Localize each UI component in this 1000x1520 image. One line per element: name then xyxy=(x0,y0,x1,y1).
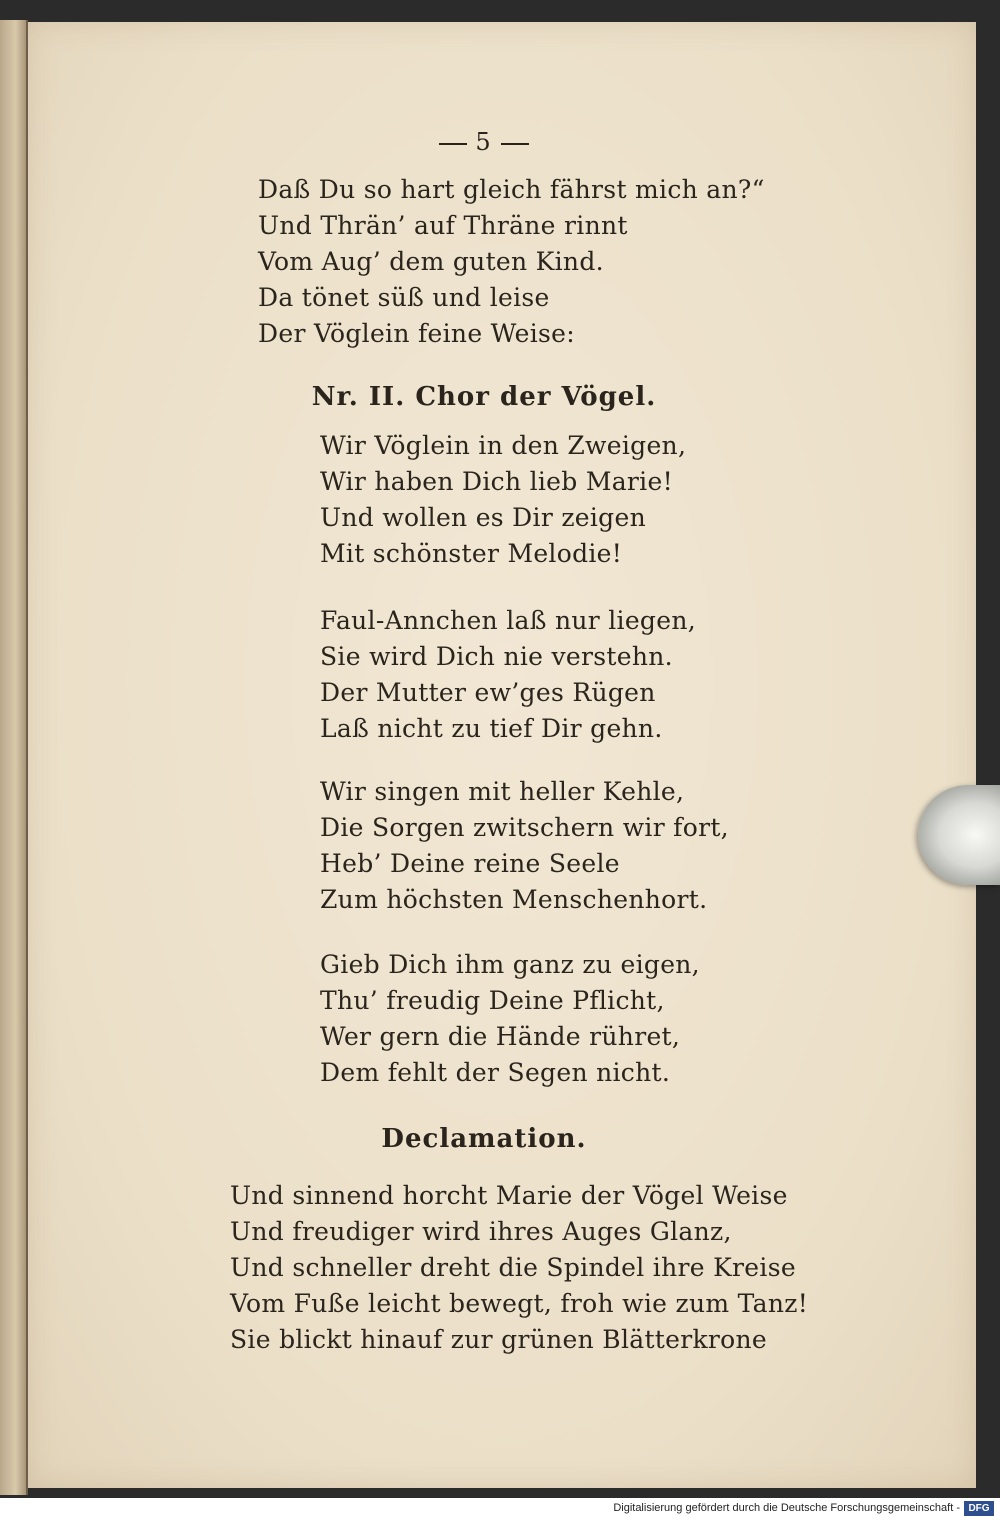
footer-bar xyxy=(0,1498,1000,1520)
verse-line: Thu’ freudig Deine Pflicht, xyxy=(320,986,665,1015)
page-number xyxy=(10,128,958,156)
verse-line: Dem fehlt der Segen nicht. xyxy=(320,1058,671,1087)
verse-line: Wir haben Dich lieb Marie! xyxy=(320,467,673,496)
verse-line: Vom Fuße leicht bewegt, froh wie zum Tanz! xyxy=(230,1289,809,1318)
verse-line: Und freudiger wird ihres Auges Glanz, xyxy=(230,1217,732,1246)
verse-line: Laß nicht zu tief Dir gehn. xyxy=(320,714,663,743)
declamation-heading: Declamation. xyxy=(381,1124,587,1154)
verse-line: Heb’ Deine reine Seele xyxy=(320,849,620,878)
song-stanza-3 xyxy=(320,774,729,918)
dash-right xyxy=(501,143,529,145)
book-page xyxy=(28,22,976,1488)
verse-line: Und schneller dreht die Spindel ihre Kreise xyxy=(230,1253,796,1282)
verse-line: Sie blickt hinauf zur grünen Blätterkrone xyxy=(230,1325,768,1354)
verse-line: Und Thrän’ auf Thräne rinnt xyxy=(258,211,628,240)
verse-line: Gieb Dich ihm ganz zu eigen, xyxy=(320,950,700,979)
dash-left xyxy=(439,143,467,145)
verse-line: Und sinnend horcht Marie der Vögel Weise xyxy=(230,1181,788,1210)
declamation-text xyxy=(230,1178,808,1358)
verse-line: Der Mutter ew’ges Rügen xyxy=(320,678,656,707)
verse-line: Wir Vöglein in den Zweigen, xyxy=(320,431,687,460)
dfg-logo: DFG xyxy=(964,1501,994,1516)
verse-line: Zum höchsten Menschenhort. xyxy=(320,885,708,914)
footer-credit: Digitalisierung gefördert durch die Deutsche Forschungsgemeinschaft - xyxy=(613,1502,960,1514)
book-spine-edge xyxy=(0,20,28,1495)
song-stanza-2 xyxy=(320,603,696,747)
song-stanza-4 xyxy=(320,947,700,1091)
song-heading: Nr. II. Chor der Vögel. xyxy=(311,382,657,412)
song-stanza-1 xyxy=(320,428,686,572)
page-number-value: 5 xyxy=(475,128,493,156)
verse-line: Da tönet süß und leise xyxy=(258,283,550,312)
verse-line: Mit schönster Melodie! xyxy=(320,539,623,568)
verse-line: Vom Aug’ dem guten Kind. xyxy=(258,247,604,276)
intro-stanza xyxy=(258,172,765,352)
verse-line: Faul-Annchen laß nur liegen, xyxy=(320,606,696,635)
verse-line: Sie wird Dich nie verstehn. xyxy=(320,642,673,671)
verse-line: Daß Du so hart gleich fährst mich an?“ xyxy=(258,175,765,204)
verse-line: Die Sorgen zwitschern wir fort, xyxy=(320,813,729,842)
verse-line: Und wollen es Dir zeigen xyxy=(320,503,646,532)
verse-line: Wir singen mit heller Kehle, xyxy=(320,777,685,806)
verse-line: Der Vöglein feine Weise: xyxy=(258,319,575,348)
verse-line: Wer gern die Hände rühret, xyxy=(320,1022,681,1051)
